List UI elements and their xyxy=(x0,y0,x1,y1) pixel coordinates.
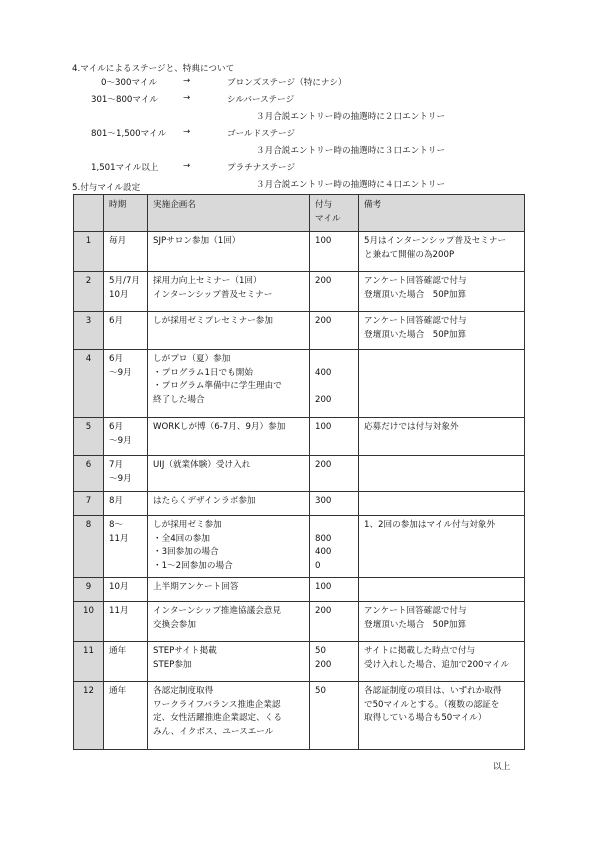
table-row xyxy=(74,272,525,312)
row-no: 8 xyxy=(74,516,104,578)
stage-range: 0～300マイル xyxy=(101,78,158,88)
header-project: 実施企画名 xyxy=(148,195,310,232)
arrow-icon: → xyxy=(183,76,191,86)
header-no xyxy=(74,195,104,232)
stage-range: 801～1,500マイル xyxy=(91,129,167,139)
row-no: 1 xyxy=(74,232,104,272)
row-note: 各認証制度の項目は、いずれか取得 で50マイルとする。（複数の認証を 取得している場合も50マイル） xyxy=(359,682,525,750)
table-row xyxy=(74,682,525,750)
table-row xyxy=(74,578,525,602)
table-header-row xyxy=(74,195,525,232)
table-row xyxy=(74,642,525,682)
section-5-title: 5.付与マイル設定 xyxy=(72,183,141,193)
closing-text: 以上 xyxy=(493,762,511,772)
row-miles: 200 xyxy=(310,602,359,642)
row-project: UIJ（就業体験）受け入れ xyxy=(148,456,310,492)
row-no: 11 xyxy=(74,642,104,682)
row-note: 応募だけでは付与対象外 xyxy=(359,418,525,456)
row-project: しが採用ゼミプレセミナー参加 xyxy=(148,312,310,350)
table-row xyxy=(74,602,525,642)
stage-range: 301～800マイル xyxy=(91,95,159,105)
row-period: 7月 ～9月 xyxy=(104,456,148,492)
row-project: 採用力向上セミナー（1回） インターンシップ普及セミナー xyxy=(148,272,310,312)
stage-name: ブロンズステージ（特にナシ） xyxy=(227,78,347,88)
row-no: 10 xyxy=(74,602,104,642)
row-period: 11月 xyxy=(104,602,148,642)
row-project: 上半期アンケート回答 xyxy=(148,578,310,602)
table-row xyxy=(74,492,525,516)
row-miles: 200 xyxy=(310,456,359,492)
row-project: SJPサロン参加（1回） xyxy=(148,232,310,272)
row-note: アンケート回答確認で付与 登壇頂いた場合 50P加算 xyxy=(359,272,525,312)
table-row xyxy=(74,350,525,418)
row-miles: 50 200 xyxy=(310,642,359,682)
row-miles: 100 xyxy=(310,418,359,456)
row-period: 10月 xyxy=(104,578,148,602)
row-no: 3 xyxy=(74,312,104,350)
stage-benefit: ３月合説エントリー時の抽選時に３口エントリー xyxy=(256,146,446,156)
row-no: 9 xyxy=(74,578,104,602)
row-miles: 800 400 0 xyxy=(310,516,359,578)
section-4-title: 4.マイルによるステージと、特典について xyxy=(72,64,235,74)
row-period: 6月 ～9月 xyxy=(104,350,148,418)
row-period: 通年 xyxy=(104,682,148,750)
row-note: サイトに掲載した時点で付与 受け入れした場合、追加で200マイル xyxy=(359,642,525,682)
row-period: 通年 xyxy=(104,642,148,682)
row-no: 12 xyxy=(74,682,104,750)
row-period: 6月 xyxy=(104,312,148,350)
stage-name: プラチナステージ xyxy=(227,163,296,173)
row-no: 4 xyxy=(74,350,104,418)
table-row xyxy=(74,418,525,456)
row-period: 5月/7月 10月 xyxy=(104,272,148,312)
stage-range: 1,501マイル以上 xyxy=(91,163,159,173)
arrow-icon: → xyxy=(183,127,191,137)
header-miles: 付与 マイル xyxy=(310,195,359,232)
row-no: 6 xyxy=(74,456,104,492)
table-row xyxy=(74,516,525,578)
row-period: 8月 xyxy=(104,492,148,516)
row-miles: 100 xyxy=(310,578,359,602)
row-no: 7 xyxy=(74,492,104,516)
row-project: WORKしが博（6-7月、9月）参加 xyxy=(148,418,310,456)
stage-row-platinum xyxy=(0,161,595,173)
row-note xyxy=(359,350,525,418)
row-miles: 100 xyxy=(310,232,359,272)
table-row xyxy=(74,456,525,492)
row-note xyxy=(359,456,525,492)
row-note: 5月はインターンシップ普及セミナー と兼ねて開催の為200P xyxy=(359,232,525,272)
header-note: 備考 xyxy=(359,195,525,232)
row-miles: 200 xyxy=(310,312,359,350)
row-note: アンケート回答確認で付与 登壇頂いた場合 50P加算 xyxy=(359,312,525,350)
row-note: アンケート回答確認で付与 登壇頂いた場合 50P加算 xyxy=(359,602,525,642)
stage-name: ゴールドステージ xyxy=(227,129,296,139)
row-project: 各認定制度取得 ワークライフバランス推進企業認 定、女性活躍推進企業認定、くる みん、イクボス、ユースエール xyxy=(148,682,310,750)
stage-benefit: ３月合説エントリー時の抽選時に４口エントリー xyxy=(256,180,446,190)
row-period: 6月 ～9月 xyxy=(104,418,148,456)
table-row xyxy=(74,232,525,272)
arrow-icon: → xyxy=(183,93,191,103)
arrow-icon: → xyxy=(183,161,191,171)
stage-name: シルバーステージ xyxy=(227,95,295,105)
row-project: はたらくデザインラボ参加 xyxy=(148,492,310,516)
row-miles: 400 200 xyxy=(310,350,359,418)
row-note xyxy=(359,578,525,602)
stage-row-gold xyxy=(0,127,595,139)
row-project: しが採用ゼミ参加 ・全4回の参加 ・3回参加の場合 ・1～2回参加の場合 xyxy=(148,516,310,578)
row-period: 8～ 11月 xyxy=(104,516,148,578)
row-project: インターンシップ推進協議会意見 交換会参加 xyxy=(148,602,310,642)
row-project: しがプロ（夏）参加 ・プログラム1日でも開始 ・プログラム準備中に学生理由で 終了した場合 xyxy=(148,350,310,418)
row-no: 5 xyxy=(74,418,104,456)
row-note: 1、2回の参加はマイル付与対象外 xyxy=(359,516,525,578)
mile-table xyxy=(73,194,525,750)
row-period: 毎月 xyxy=(104,232,148,272)
stage-benefit: ３月合説エントリー時の抽選時に２口エントリー xyxy=(256,112,446,122)
stage-row-silver xyxy=(0,93,595,105)
row-miles: 50 xyxy=(310,682,359,750)
row-no: 2 xyxy=(74,272,104,312)
row-project: STEPサイト掲載 STEP参加 xyxy=(148,642,310,682)
row-miles: 300 xyxy=(310,492,359,516)
stage-row-bronze xyxy=(0,76,595,88)
table-row xyxy=(74,312,525,350)
row-note xyxy=(359,492,525,516)
header-period: 時期 xyxy=(104,195,148,232)
row-miles: 200 xyxy=(310,272,359,312)
stage-benefit-silver xyxy=(0,110,595,122)
stage-benefit-gold xyxy=(0,144,595,156)
